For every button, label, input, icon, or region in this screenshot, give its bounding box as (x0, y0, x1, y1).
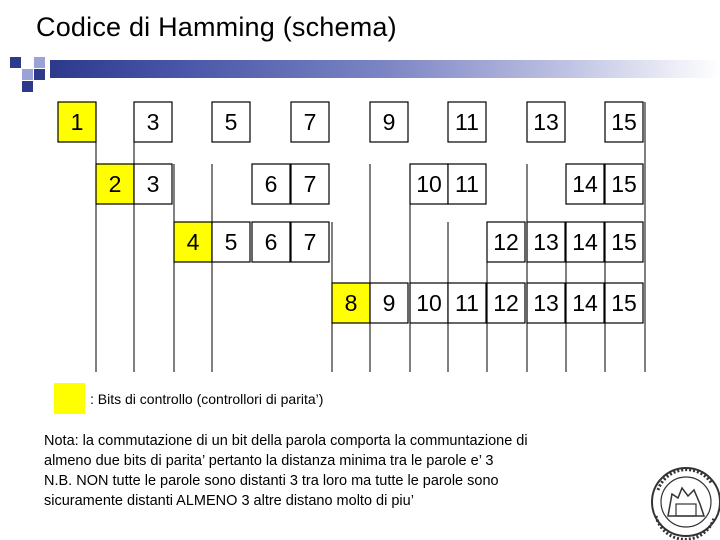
bit-position-label: 12 (493, 290, 519, 316)
slide-title: Codice di Hamming (schema) (36, 12, 397, 42)
bit-position-label: 11 (455, 109, 479, 135)
bit-position-label: 9 (382, 290, 396, 316)
bit-position-label: 14 (572, 290, 598, 316)
bit-position-label: 13 (533, 229, 559, 255)
bit-position-label: 3 (146, 171, 160, 197)
bit-position-label: 4 (186, 229, 200, 255)
bit-position-label: 11 (455, 171, 479, 197)
bit-position-label: 6 (264, 171, 278, 197)
bit-position-label: 7 (303, 109, 317, 135)
bit-position-label: 13 (533, 109, 559, 135)
bit-position-label: 5 (224, 229, 238, 255)
bit-position-label: 11 (455, 290, 479, 316)
bit-position-label: 12 (493, 229, 519, 255)
note-line: N.B. NON tutte le parole sono distanti 3 tra loro ma tutte le parole sono (44, 473, 499, 489)
note-text (44, 431, 664, 511)
bit-position-label: 15 (611, 171, 637, 197)
bit-position-label: 15 (611, 290, 637, 316)
note-line: sicuramente distanti ALMENO 3 altre distano molto di piu’ (44, 493, 414, 509)
legend-swatch (54, 383, 85, 414)
bit-position-label: 3 (146, 109, 160, 135)
bit-position-label: 7 (303, 171, 317, 197)
bit-position-label: 14 (572, 229, 598, 255)
bit-position-label: 13 (533, 290, 559, 316)
note-line: Nota: la commutazione di un bit della parola comporta la communtazione di (44, 433, 528, 449)
bit-position-label: 10 (416, 290, 442, 316)
bit-position-label: 10 (416, 171, 442, 197)
parity-groups (58, 102, 643, 323)
bit-position-label: 15 (611, 109, 637, 135)
note-line: almeno due bits di parita’ pertanto la distanza minima tra le parole e’ 3 (44, 453, 494, 469)
legend-label: : Bits di controllo (controllori di parita’) (90, 391, 324, 407)
bit-position-label: 9 (382, 109, 396, 135)
bit-position-label: 6 (264, 229, 278, 255)
bit-position-label: 7 (303, 229, 317, 255)
bit-position-label: 15 (611, 229, 637, 255)
bit-position-label: 8 (344, 290, 358, 316)
bit-position-label: 14 (572, 171, 598, 197)
bit-position-label: 2 (108, 171, 122, 197)
bit-position-label: 5 (224, 109, 238, 135)
bit-position-label: 1 (70, 109, 84, 135)
university-seal-icon (642, 460, 720, 540)
